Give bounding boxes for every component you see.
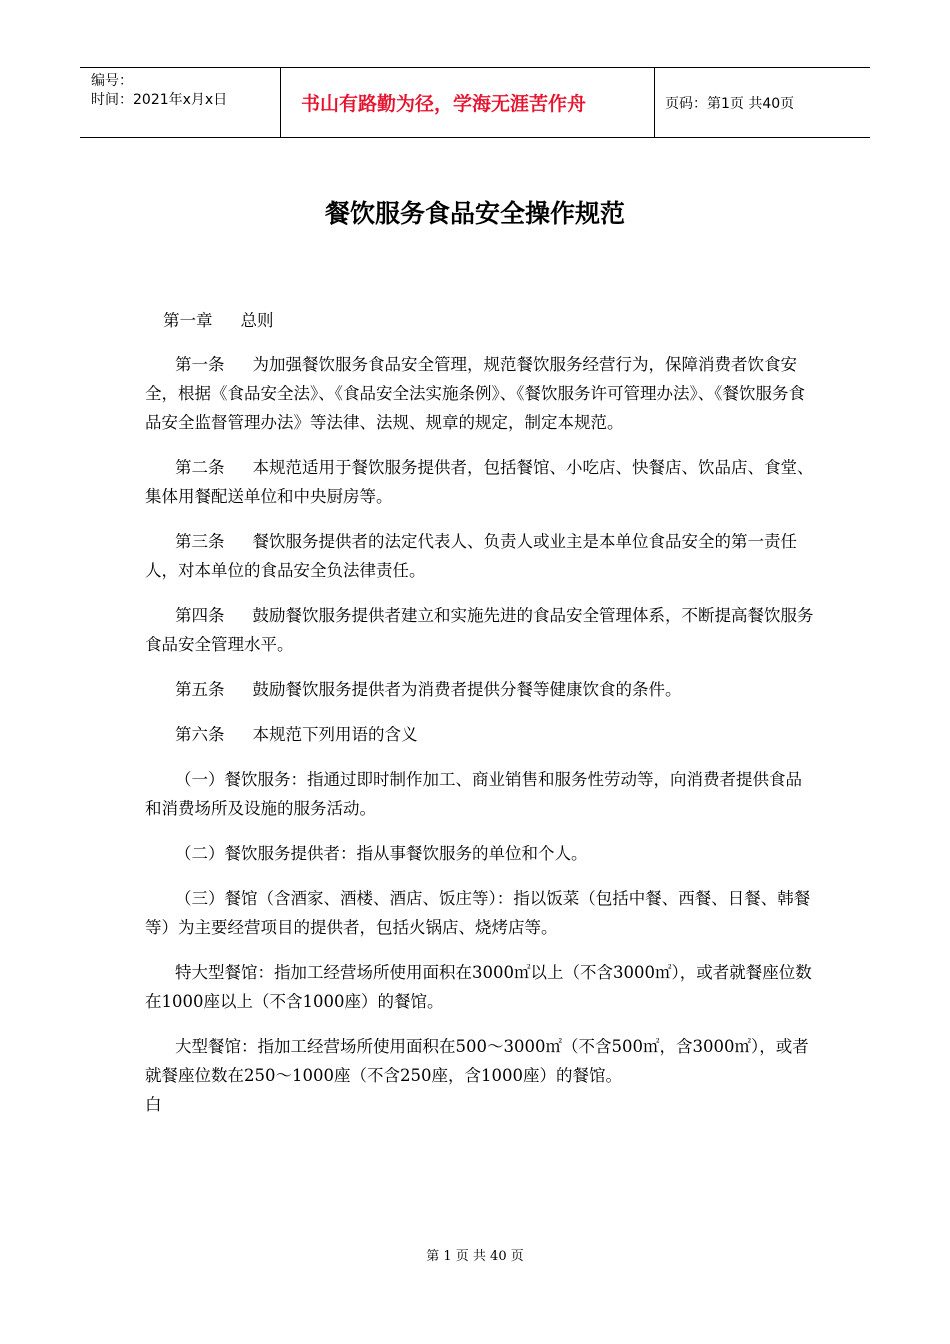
article-number: 第四条 bbox=[175, 606, 225, 625]
definition-3: （三）餐馆（含酒家、酒楼、酒店、饭庄等）：指以饭菜（包括中餐、西餐、日餐、韩餐等）为主要经营项目的提供者，包括火锅店、烧烤店等。 bbox=[145, 889, 811, 937]
chapter-name: 总则 bbox=[240, 311, 274, 330]
article-text: 为加强餐饮服务食品安全管理，规范餐饮服务经营行为，保障消费者饮食安全，根据《食品安全法》、《食品安全法实施条例》、《餐饮服务许可管理办法》、《餐饮服务食品安全监督管理办法》等法律、法规、规章的规定，制定本规范。 bbox=[145, 355, 805, 432]
article-text: 鼓励餐饮服务提供者建立和实施先进的食品安全管理体系，不断提高餐饮服务食品安全管理水平。 bbox=[145, 606, 814, 654]
definition-extra-large-restaurant: 特大型餐馆：指加工经营场所使用面积在3000㎡以上（不含3000㎡），或者就餐座位数在1000座以上（不含1000座）的餐馆。 bbox=[145, 963, 812, 1011]
article-number: 第二条 bbox=[175, 458, 225, 477]
page-footer: 第 1 页 共 40 页 bbox=[426, 1249, 524, 1264]
trailing-text: 白 bbox=[145, 1095, 162, 1114]
article-6 bbox=[145, 720, 817, 749]
chapter-heading bbox=[163, 306, 817, 335]
article-5 bbox=[145, 675, 817, 704]
definition-1: （一）餐饮服务：指通过即时制作加工、商业销售和服务性劳动等，向消费者提供食品和消费场所及设施的服务活动。 bbox=[145, 770, 802, 818]
document-body bbox=[145, 306, 817, 1119]
document-title: 餐饮服务食品安全操作规范 bbox=[324, 199, 625, 228]
article-4 bbox=[145, 601, 817, 659]
article-number: 第一条 bbox=[175, 355, 225, 374]
article-text: 餐饮服务提供者的法定代表人、负责人或业主是本单位食品安全的第一责任人，对本单位的食品安全负法律责任。 bbox=[145, 532, 797, 580]
definition-2: （二）餐饮服务提供者：指从事餐饮服务的单位和个人。 bbox=[175, 844, 588, 863]
article-3 bbox=[145, 527, 817, 585]
article-2 bbox=[145, 453, 817, 511]
header-meta bbox=[80, 68, 281, 137]
header-page-info: 页码：第1页 共40页 bbox=[665, 95, 795, 112]
definition-large-restaurant: 大型餐馆：指加工经营场所使用面积在500～3000㎡（不含500㎡，含3000㎡），或者就餐座位数在250～1000座（不含250座，含1000座）的餐馆。 bbox=[145, 1037, 809, 1085]
chapter-number: 第一章 bbox=[163, 311, 213, 330]
header-number-label: 编号： bbox=[91, 73, 133, 89]
header-time-label: 时间：2021年x月x日 bbox=[91, 92, 228, 108]
article-1 bbox=[145, 350, 817, 437]
article-number: 第三条 bbox=[175, 532, 225, 551]
article-text: 本规范适用于餐饮服务提供者，包括餐馆、小吃店、快餐店、饮品店、食堂、集体用餐配送单位和中央厨房等。 bbox=[145, 458, 814, 506]
article-number: 第六条 bbox=[175, 725, 225, 744]
article-text: 本规范下列用语的含义 bbox=[252, 725, 418, 744]
article-number: 第五条 bbox=[175, 680, 225, 699]
header-motto: 书山有路勤为径，学海无涯苦作舟 bbox=[281, 68, 655, 137]
article-text: 鼓励餐饮服务提供者为消费者提供分餐等健康饮食的条件。 bbox=[252, 680, 682, 699]
page-header bbox=[80, 67, 870, 138]
